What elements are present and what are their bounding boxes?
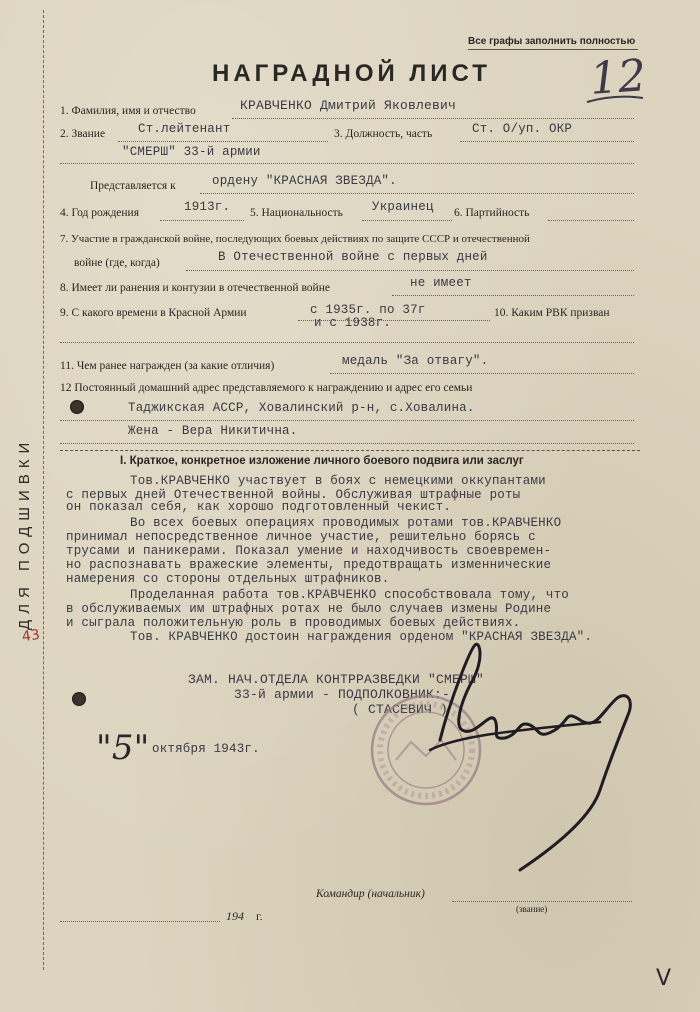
punch-hole-top (70, 400, 84, 414)
nominated-value: ордену "КРАСНАЯ ЗВЕЗДА". (212, 174, 397, 188)
signatory-title: ЗАМ. НАЧ.ОТДЕЛА КОНТРРАЗВЕДКИ "СМЕРШ" (188, 672, 485, 687)
section-1-heading: I. Краткое, конкретное изложение личного боевого подвига или заслуг (120, 455, 524, 467)
nominated-label: Представляется к (90, 180, 176, 192)
narrative-line-9: Проделанная работа тов.КРАВЧЕНКО способствовала тому, что (130, 588, 569, 602)
year-suffix: г. (256, 909, 263, 923)
rank-label: (звание) (516, 904, 548, 914)
field-4-label: 4. Год рождения (60, 207, 139, 219)
field-6-label: 6. Партийность (454, 207, 530, 219)
field-7-label: 7. Участие в гражданской войне, последующих боевых действиях по защите СССР и отечественной (60, 233, 530, 245)
field-5-value: Украинец (372, 200, 434, 214)
field-1-label: 1. Фамилия, имя и отчество (60, 105, 196, 117)
number-underline (585, 88, 645, 108)
commander-label: Командир (начальник) (316, 888, 425, 900)
field-2-label: 2. Звание (60, 128, 106, 140)
narrative-line-2: с первых дней Отечественной войны. Обслуживая штрафные роты (66, 488, 521, 502)
narrative-line-11: и сыграла положительную роль в проводимых боевых действиях. (66, 616, 521, 630)
field-9-value-cont: и с 1938г. (314, 316, 392, 330)
field-9-label: 9. С какого времени в Красной Армии (60, 307, 247, 319)
field-12-label: 12 Постоянный домашний адрес представляемого к награждению и адрес его семьи (60, 382, 473, 394)
field-8-value: не имеет (410, 276, 472, 290)
narrative-line-5: принимал непосредственное личное участие, решительно борясь с (66, 530, 536, 544)
field-1-value: КРАВЧЕНКО Дмитрий Яковлевич (240, 98, 457, 113)
field-11-value: медаль "За отвагу". (342, 354, 489, 368)
narrative-line-1: Тов.КРАВЧЕНКО участвует в боях с немецкими оккупантами (130, 474, 546, 488)
binding-margin-line (43, 10, 44, 970)
signatory-name: ( СТАСЕВИЧ ) (352, 702, 449, 717)
handwritten-signature (400, 630, 660, 880)
handwritten-number: 12 (588, 50, 648, 105)
narrative-line-3: он показал себя, как хорошо подготовленный чекист. (66, 500, 452, 514)
narrative-line-6: трусами и паникерами. Показал умение и находчивость своевремен- (66, 544, 552, 558)
narrative-line-10: в обслуживаемых им штрафных ротах не было случаев измены Родине (66, 602, 552, 616)
document-title: НАГРАДНОЙ ЛИСТ (212, 60, 491, 87)
narrative-line-4: Во всех боевых операциях проводимых ротами тов.КРАВЧЕНКО (130, 516, 562, 530)
year-prefix: 194 (226, 909, 244, 923)
field-12-value: Таджикская АССР, Ховалинский р-н, с.Ховалина. (128, 401, 475, 415)
field-2-value: Ст.лейтенант (138, 122, 231, 136)
field-7-label-cont: войне (где, когда) (74, 257, 160, 269)
field-3-value: Ст. О/уп. ОКР (472, 122, 573, 136)
field-4-value: 1913г. (184, 200, 231, 214)
margin-mark: 43 (20, 626, 41, 646)
field-11-label: 11. Чем ранее награжден (за какие отличия) (60, 360, 275, 372)
punch-hole-bottom (72, 692, 86, 706)
field-3-value-cont: "СМЕРШ" 33-й армии (122, 145, 261, 159)
field-12-value-cont: Жена - Вера Никитична. (128, 424, 298, 438)
field-7-value: В Отечественной войне с первых дней (218, 250, 488, 264)
binding-label: ДЛЯ ПОДШИВКИ (16, 436, 33, 630)
check-mark: V (656, 966, 672, 991)
field-3-label: 3. Должность, часть (334, 128, 433, 140)
field-10-label: 10. Каким РВК призван (494, 307, 610, 319)
field-9-value: с 1935г. по 37г (310, 303, 426, 317)
narrative-line-12: Тов. КРАВЧЕНКО достоин награждения орденом "КРАСНАЯ ЗВЕЗДА". (130, 630, 593, 644)
fill-note: Все графы заполнить полностью (468, 36, 636, 47)
field-5-label: 5. Национальность (250, 207, 343, 219)
narrative-line-7: но распознавать вражеские элементы, предотвращать изменнические (66, 558, 552, 572)
signatory-unit: 33-й армии - ПОДПОЛКОВНИК:- (234, 687, 451, 702)
date-day: "5" (96, 728, 150, 768)
field-8-label: 8. Имеет ли ранения и контузии в отечественной войне (60, 282, 330, 294)
narrative-line-8: намерения со стороны отдельных штрафников. (66, 572, 390, 586)
date-rest: октября 1943г. (152, 742, 260, 756)
